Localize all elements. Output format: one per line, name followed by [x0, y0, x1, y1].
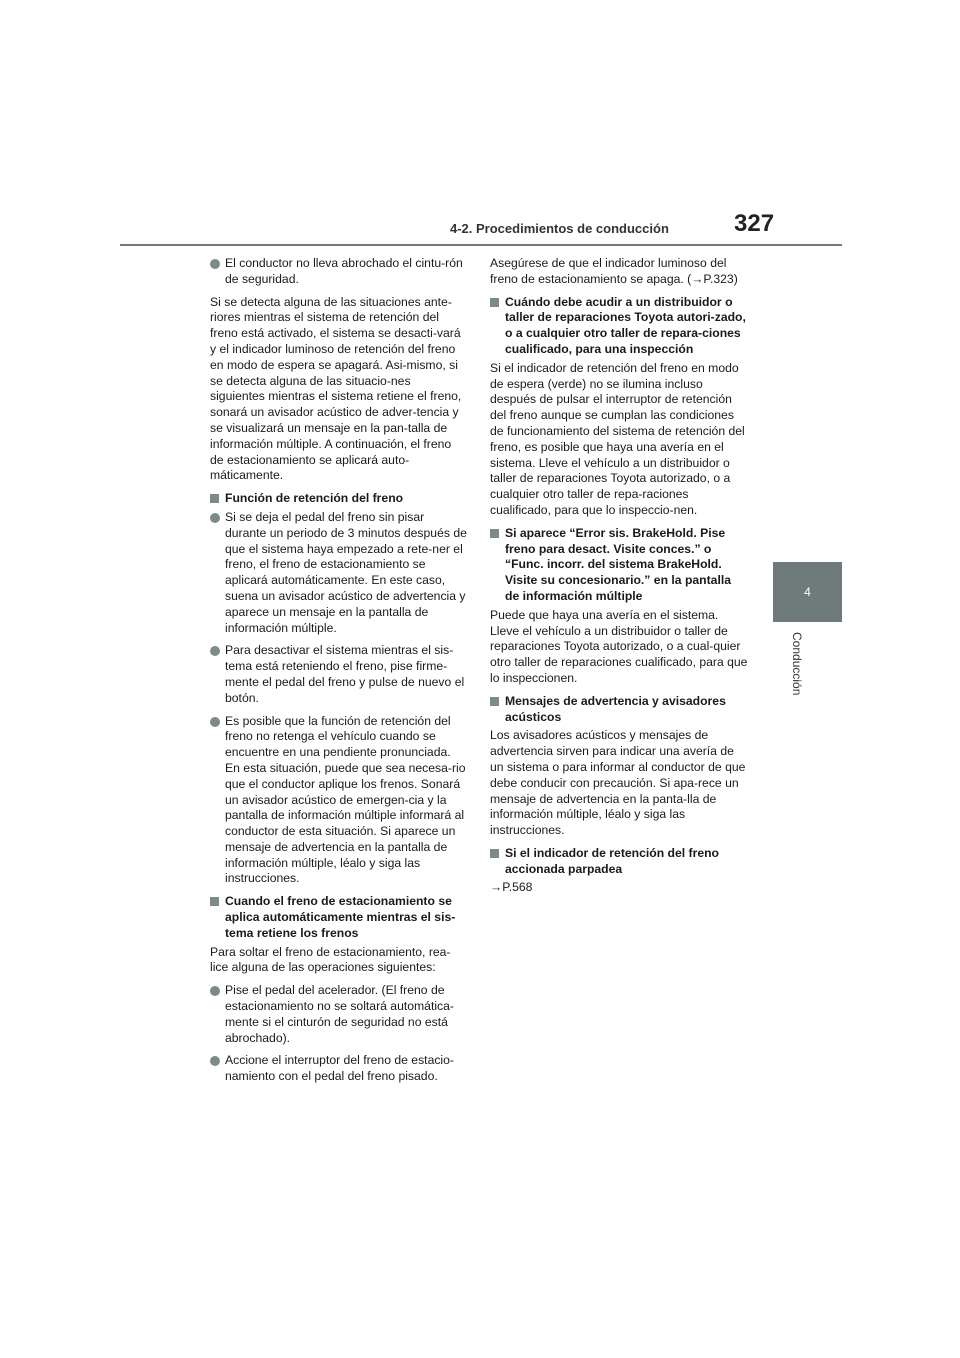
bullet-dot-icon: [210, 646, 220, 656]
paragraph: Si se detecta alguna de las situaciones ante-riores mientras el sistema de retención del freno está activado, el sistema se desacti-vará y el indicador luminoso de retención del freno en modo de espera se apagará. Asi-mismo, si se detecta alguna de las situacio-nes siguientes mientras el sistema retiene el freno, sonará un avisador acústico de adver-tencia y se visualizará un mensaje en la pan-talla de información múltiple. A continuación, el freno de estacionamiento se aplicará auto-máticamente.: [210, 294, 462, 483]
chapter-label: Conducción: [790, 632, 804, 696]
chapter-tab: [773, 562, 842, 622]
bullet-item: [210, 983, 468, 1046]
heading-text: Mensajes de advertencia y avisadores acústicos: [505, 693, 726, 724]
bullet-dot-icon: [210, 717, 220, 727]
left-column: [210, 256, 468, 1092]
paragraph: Si el indicador de retención del freno en modo de espera (verde) no se ilumina incluso después de pulsar el interruptor de retención del freno aunque se cumplan las condiciones de funcionamiento del sistema de retención del freno, es posible que haya una avería en el sistema. Lleve el vehículo a un distribuidor o taller de reparaciones Toyota autorizado, o a cualquier otro taller de repa-raciones cualificado, para que lo inspeccio-nen.: [490, 360, 745, 517]
section-heading: [210, 491, 468, 507]
bullet-item: [210, 510, 468, 636]
bullet-dot-icon: [210, 513, 220, 523]
heading-square-icon: [490, 697, 499, 706]
page-number: 327: [734, 210, 775, 237]
header-divider: [120, 244, 842, 246]
heading-text: Si el indicador de retención del freno accionada parpadea: [505, 845, 720, 876]
paragraph: Para soltar el freno de estacionamiento, rea-lice alguna de las operaciones siguientes:: [210, 944, 451, 975]
bullet-item: [210, 256, 468, 288]
section-heading: [490, 846, 748, 878]
heading-square-icon: [490, 529, 499, 538]
bullet-item: [210, 1053, 468, 1085]
section-heading: [490, 526, 748, 605]
bullet-text: Para desactivar el sistema mientras el sis-tema está reteniendo el freno, pise firme-mente el pedal del freno y pulse de nuevo el botón.: [225, 643, 465, 705]
heading-square-icon: [490, 849, 499, 858]
section-title: 4-2. Procedimientos de conducción: [450, 221, 669, 236]
section-heading: [490, 295, 748, 358]
bullet-text: Si se deja el pedal del freno sin pisar durante un periodo de 3 minutos después de que el sistema haya empezado a rete-ner el freno, el freno de estacionamiento se aplicará automáticamente. En este caso, suena un avisador acústico de advertencia y aparece un mensaje en la pantalla de información múltiple.: [225, 509, 467, 635]
heading-square-icon: [490, 298, 499, 307]
bullet-text: El conductor no lleva abrochado el cintu-rón de seguridad.: [225, 256, 463, 286]
bullet-text: Es posible que la función de retención del freno no retenga el vehículo cuando se encuentre en una pendiente pronunciada. En esta situación, puede que sea necesa-rio que el conductor aplique los frenos. Sonará un avisador acústico de emergen-cia y la pantalla de información múltiple informará al conductor de esta situación. Si aparece un mensaje de advertencia en la pantalla de información múltiple, léalo y siga las instrucciones.: [225, 713, 466, 886]
chapter-number: 4: [804, 585, 811, 599]
heading-text: Función de retención del freno: [225, 491, 404, 506]
bullet-dot-icon: [210, 986, 220, 996]
paragraph: Asegúrese de que el indicador luminoso del freno de estacionamiento se apaga. (→P.323): [490, 256, 738, 286]
bullet-dot-icon: [210, 259, 220, 269]
paragraph: Los avisadores acústicos y mensajes de advertencia sirven para indicar una avería de un sistema o para informar al conductor de que debe conducir con precaución. Si apa-rece un mensaje de advertencia en la panta-lla de información múltiple, léalo y siga las instrucciones.: [490, 728, 746, 838]
bullet-text: Pise el pedal del acelerador. (El freno de estacionamiento no se soltará automática-mente si el cinturón de seguridad no está abrochado).: [225, 983, 454, 1045]
bullet-dot-icon: [210, 1056, 220, 1066]
bullet-item: [210, 714, 468, 888]
heading-square-icon: [210, 897, 219, 906]
heading-square-icon: [210, 494, 219, 503]
heading-text: Si aparece “Error sis. BrakeHold. Pise freno para desact. Visite conces.” o “Func. incorr. del sistema BrakeHold. Visite su concesionario.” en la pantalla de información múltiple: [505, 525, 731, 603]
heading-text: Cuando el freno de estacionamiento se aplica automáticamente mientras el sis-tema retiene los frenos: [225, 894, 456, 940]
paragraph: Puede que haya una avería en el sistema. Lleve el vehículo a un distribuidor o taller de reparaciones Toyota autorizado, o a cual-quier otro taller de reparaciones cualificado, para que lo inspeccionen.: [490, 607, 748, 685]
bullet-text: Accione el interruptor del freno de estacio-namiento con el pedal del freno pisado.: [225, 1053, 454, 1084]
heading-text: Cuándo debe acudir a un distribuidor o taller de reparaciones Toyota autori-zado, o a cualquier otro taller de repara-ciones cualificado, para una inspección: [505, 294, 746, 356]
section-heading: [210, 894, 468, 941]
bullet-item: [210, 643, 468, 706]
page-reference-link[interactable]: →P.568: [490, 880, 533, 895]
section-heading: [490, 694, 748, 726]
right-column: [490, 256, 748, 903]
